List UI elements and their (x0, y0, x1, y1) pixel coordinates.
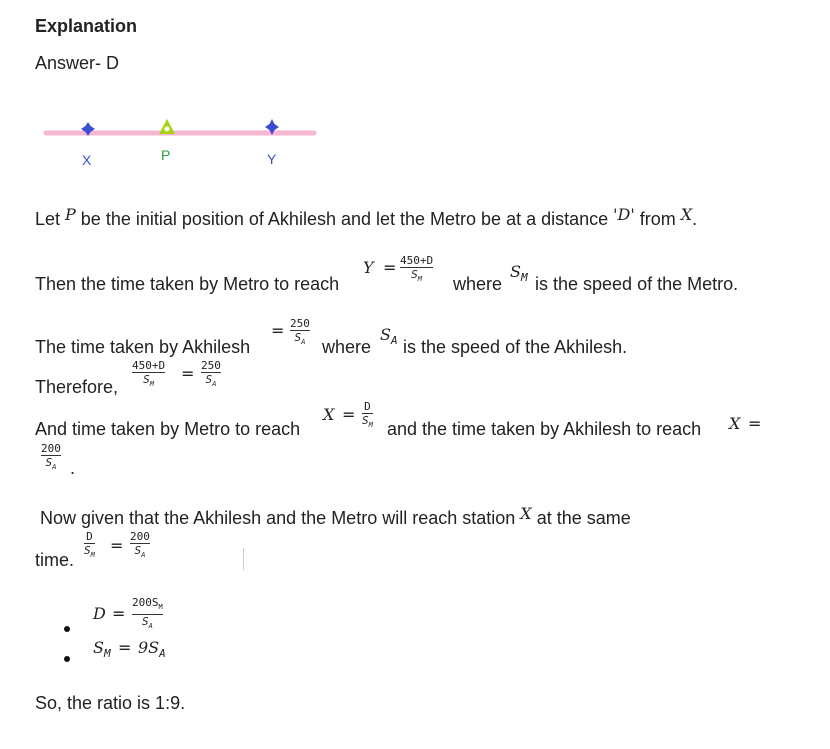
var-d: 'D' (613, 205, 635, 224)
metro-time-to-x-lhs: X (323, 405, 335, 424)
therefore-label: Therefore, (35, 377, 119, 397)
conclusion-text: So, the ratio is 1:9. (35, 693, 186, 713)
answer-text: Answer- D (35, 53, 120, 73)
explanation-heading: Explanation (35, 16, 138, 36)
equals-sign: = (271, 321, 285, 340)
position-diagram (40, 112, 320, 172)
akhilesh-time-to-x-fraction: $\frac{200}{S_A}$ (41, 442, 61, 474)
metro-time-text: Then the time taken by Metro to reach (35, 274, 340, 294)
metro-time-to-x-fraction: $\frac{D}{S_M}$ (362, 400, 373, 432)
equals-sign: = (748, 414, 762, 433)
akhilesh-speed-symbol: $S_A$ (380, 325, 398, 348)
var-x: X (680, 205, 693, 224)
bullet-dot (64, 656, 70, 662)
bullet-1-lhs: D (93, 604, 106, 623)
akhilesh-time-to-x-lhs: X (729, 414, 741, 433)
equals-sign: = (110, 536, 124, 555)
bullet-2-rhs: $9S_A$ (138, 638, 166, 661)
metro-time-fraction: $\frac{450+D}{S_M}$ (400, 254, 433, 286)
bullet-1-fraction: $\frac{200S_M}{S_A}$ (132, 596, 163, 633)
period: . (70, 458, 76, 478)
therefore-fraction-right: $\frac{250}{S_A}$ (201, 359, 221, 391)
akhilesh-speed-text: is the speed of the Akhilesh. (403, 337, 628, 357)
time-fraction-right: $\frac{200}{S_A}$ (130, 530, 150, 562)
where-label: where (453, 274, 503, 294)
equals-sign: = (383, 258, 397, 277)
metro-time-to-x-text: And time taken by Metro to reach (35, 419, 301, 439)
person-p-icon (159, 119, 175, 134)
metro-speed-text: is the speed of the Metro. (535, 274, 739, 294)
akhilesh-time-to-x-text: and the time taken by Akhilesh to reach (387, 419, 702, 439)
text-cursor (243, 548, 244, 570)
same-time-text: Now given that the Akhilesh and the Metro will reach station X at the same (40, 504, 631, 528)
metro-speed-symbol: $S_M$ (510, 262, 528, 285)
metro-time-lhs: Y (363, 258, 374, 277)
label-x: X (82, 152, 92, 168)
bullet-dot (64, 626, 70, 632)
akhilesh-time-fraction: $\frac{250}{S_A}$ (290, 317, 310, 349)
equals-sign: = (112, 604, 126, 623)
time-fraction-left: $\frac{D}{S_M}$ (84, 530, 95, 562)
var-p: P (65, 205, 76, 224)
label-p: P (161, 147, 171, 163)
label-y: Y (267, 151, 277, 167)
akhilesh-time-text: The time taken by Akhilesh (35, 337, 251, 357)
equals-sign: = (181, 364, 195, 383)
time-label: time. (35, 550, 75, 570)
where-label: where (322, 337, 372, 357)
equals-sign: = (118, 638, 132, 657)
equals-sign: = (342, 405, 356, 424)
paragraph-initial-position: Let P be the initial position of Akhilesh and let the Metro be at a distance 'D' from X. (35, 205, 698, 229)
var-x: X (520, 504, 532, 523)
therefore-fraction-left: $\frac{450+D}{S_M}$ (132, 359, 165, 391)
bullet-2-lhs: $S_M$ (93, 638, 111, 661)
